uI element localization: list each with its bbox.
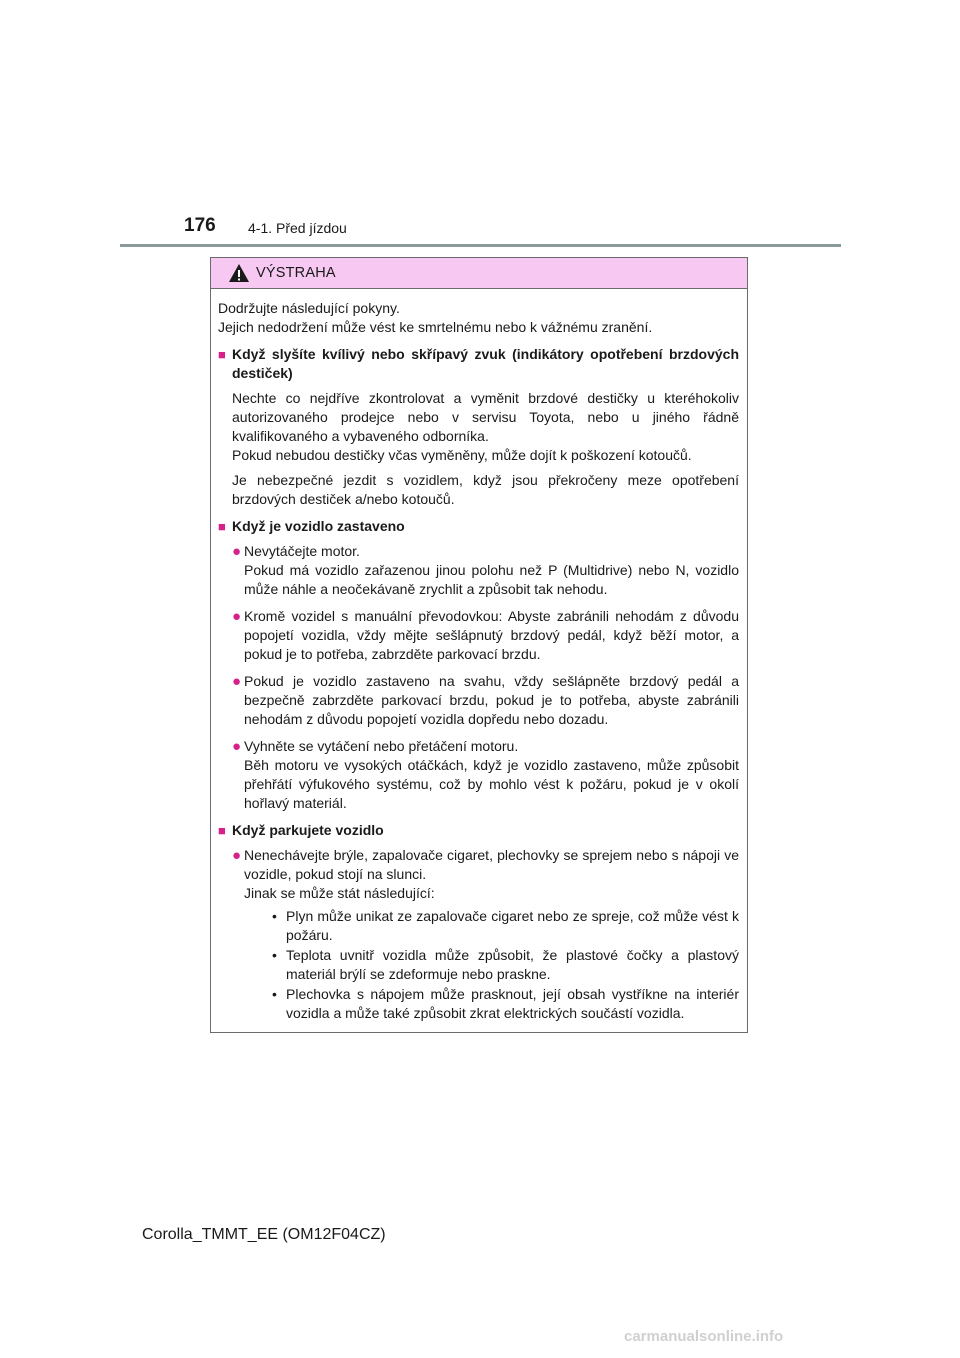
bullet-dot-icon: ● bbox=[232, 608, 242, 625]
section-title: 4-1. Před jízdou bbox=[248, 220, 347, 236]
square-marker-icon: ■ bbox=[218, 823, 226, 838]
footer-model: Corolla_TMMT_EE (OM12F04CZ) bbox=[142, 1226, 386, 1243]
warning-header bbox=[211, 258, 747, 289]
sub-list-item: • Teplota uvnitř vozidla může způsobit, že plastové čočky a plastový materiál brýlí se zdeformuje nebo praskne. bbox=[272, 947, 739, 982]
warning-triangle-icon bbox=[228, 263, 250, 283]
paragraph: Je nebezpečné jezdit s vozidlem, když jsou překročeny meze opotřebení brzdových destiček a/nebo kotoučů. bbox=[232, 472, 739, 507]
section-vehicle-stopped bbox=[218, 517, 739, 813]
warning-intro bbox=[218, 299, 739, 337]
bullet-dot-icon: ● bbox=[232, 847, 242, 864]
section-parking bbox=[218, 821, 739, 1024]
intro-line: Jejich nedodržení může vést ke smrtelnému nebo k vážnému zranění. bbox=[218, 319, 653, 335]
list-item: ● Kromě vozidel s manuální převodovkou: Abyste zabránili nehodám z důvodu popojetí vozidla, vždy mějte sešlápnutý brzdový pedál, když běží motor, a pokud je to potřeba, zabrzděte parkovací brzdu. bbox=[232, 608, 739, 662]
paragraph: Nechte co nejdříve zkontrolovat a vyměnit brzdové destičky u kteréhokoliv autorizovaného prodejce nebo v servisu Toyota, nebo u jiného řádně kvalifikovaného a vybaveného odborníka. Pokud nebudou destičky včas vyměněny, může dojít k poškození kotoučů. bbox=[232, 390, 739, 463]
sub-list-item: • Plechovka s nápojem může prasknout, její obsah vystříkne na interiér vozidla a může také způsobit zkrat elektrických součástí vozidla. bbox=[272, 986, 739, 1021]
watermark: carmanualsonline.info bbox=[624, 1328, 784, 1345]
section-heading: ■ Když parkujete vozidlo bbox=[218, 822, 384, 838]
bullet-dot-icon: ● bbox=[232, 543, 242, 560]
bullet-dot-icon: ● bbox=[232, 673, 242, 690]
intro-line: Dodržujte následující pokyny. bbox=[218, 300, 400, 316]
sub-list-item: • Plyn může unikat ze zapalovače cigaret nebo ze spreje, což může vést k požáru. bbox=[272, 908, 739, 943]
square-marker-icon: ■ bbox=[218, 347, 226, 362]
section-heading: ■ Když je vozidlo zastaveno bbox=[218, 518, 405, 534]
warning-body bbox=[211, 289, 747, 1024]
list-item: ● Nevytáčejte motor. Pokud má vozidlo zařazenou jinou polohu než P (Multidrive) nebo N, vozidlo může náhle a neočekávaně zrychlit a způsobit tak nehodu. bbox=[232, 543, 739, 597]
square-marker-icon: ■ bbox=[218, 519, 226, 534]
page-number: 176 bbox=[184, 215, 216, 236]
warning-title: VÝSTRAHA bbox=[256, 265, 336, 281]
warning-box bbox=[210, 257, 748, 1033]
section-heading: ■ Když slyšíte kvílivý nebo skřípavý zvuk (indikátory opotřebení brzdových destiček) bbox=[218, 346, 739, 381]
list-item: ● Pokud je vozidlo zastaveno na svahu, vždy sešlápněte brzdový pedál a bezpečně zabrzděte parkovací brzdu, pokud je to potřeba, abyste zabránili nehodám z důvodu popojetí vozidla dopředu nebo dozadu. bbox=[232, 673, 739, 727]
list-item: ● Nenechávejte brýle, zapalovače cigaret, plechovky se sprejem nebo s nápoji ve vozidle, pokud stojí na slunci. Jinak se může stát následující: • Plyn může unikat ze zapalovače cigaret nebo ze spreje, což může vést k požáru. • Teplota uvnitř vozidla může způsobit, že plastové čočky a plastový materiál brýlí se zdeformuje nebo praskne. • Plechovka s nápojem může prasknout, její obsah vystříkne na interiér vozidla a může také způsobit zkrat elektrických součástí vozidla. bbox=[232, 846, 739, 1024]
header-divider bbox=[120, 244, 841, 247]
section-brake-pads bbox=[218, 345, 739, 509]
list-item: ● Vyhněte se vytáčení nebo přetáčení motoru. Běh motoru ve vysokých otáčkách, když je vozidlo zastaveno, může způsobit přehřátí výfukového systému, což by mohlo vést k požáru, pokud je v okolí hořlavý materiál. bbox=[232, 738, 739, 811]
sub-list bbox=[272, 907, 739, 1023]
bullet-dot-icon: ● bbox=[232, 738, 242, 755]
